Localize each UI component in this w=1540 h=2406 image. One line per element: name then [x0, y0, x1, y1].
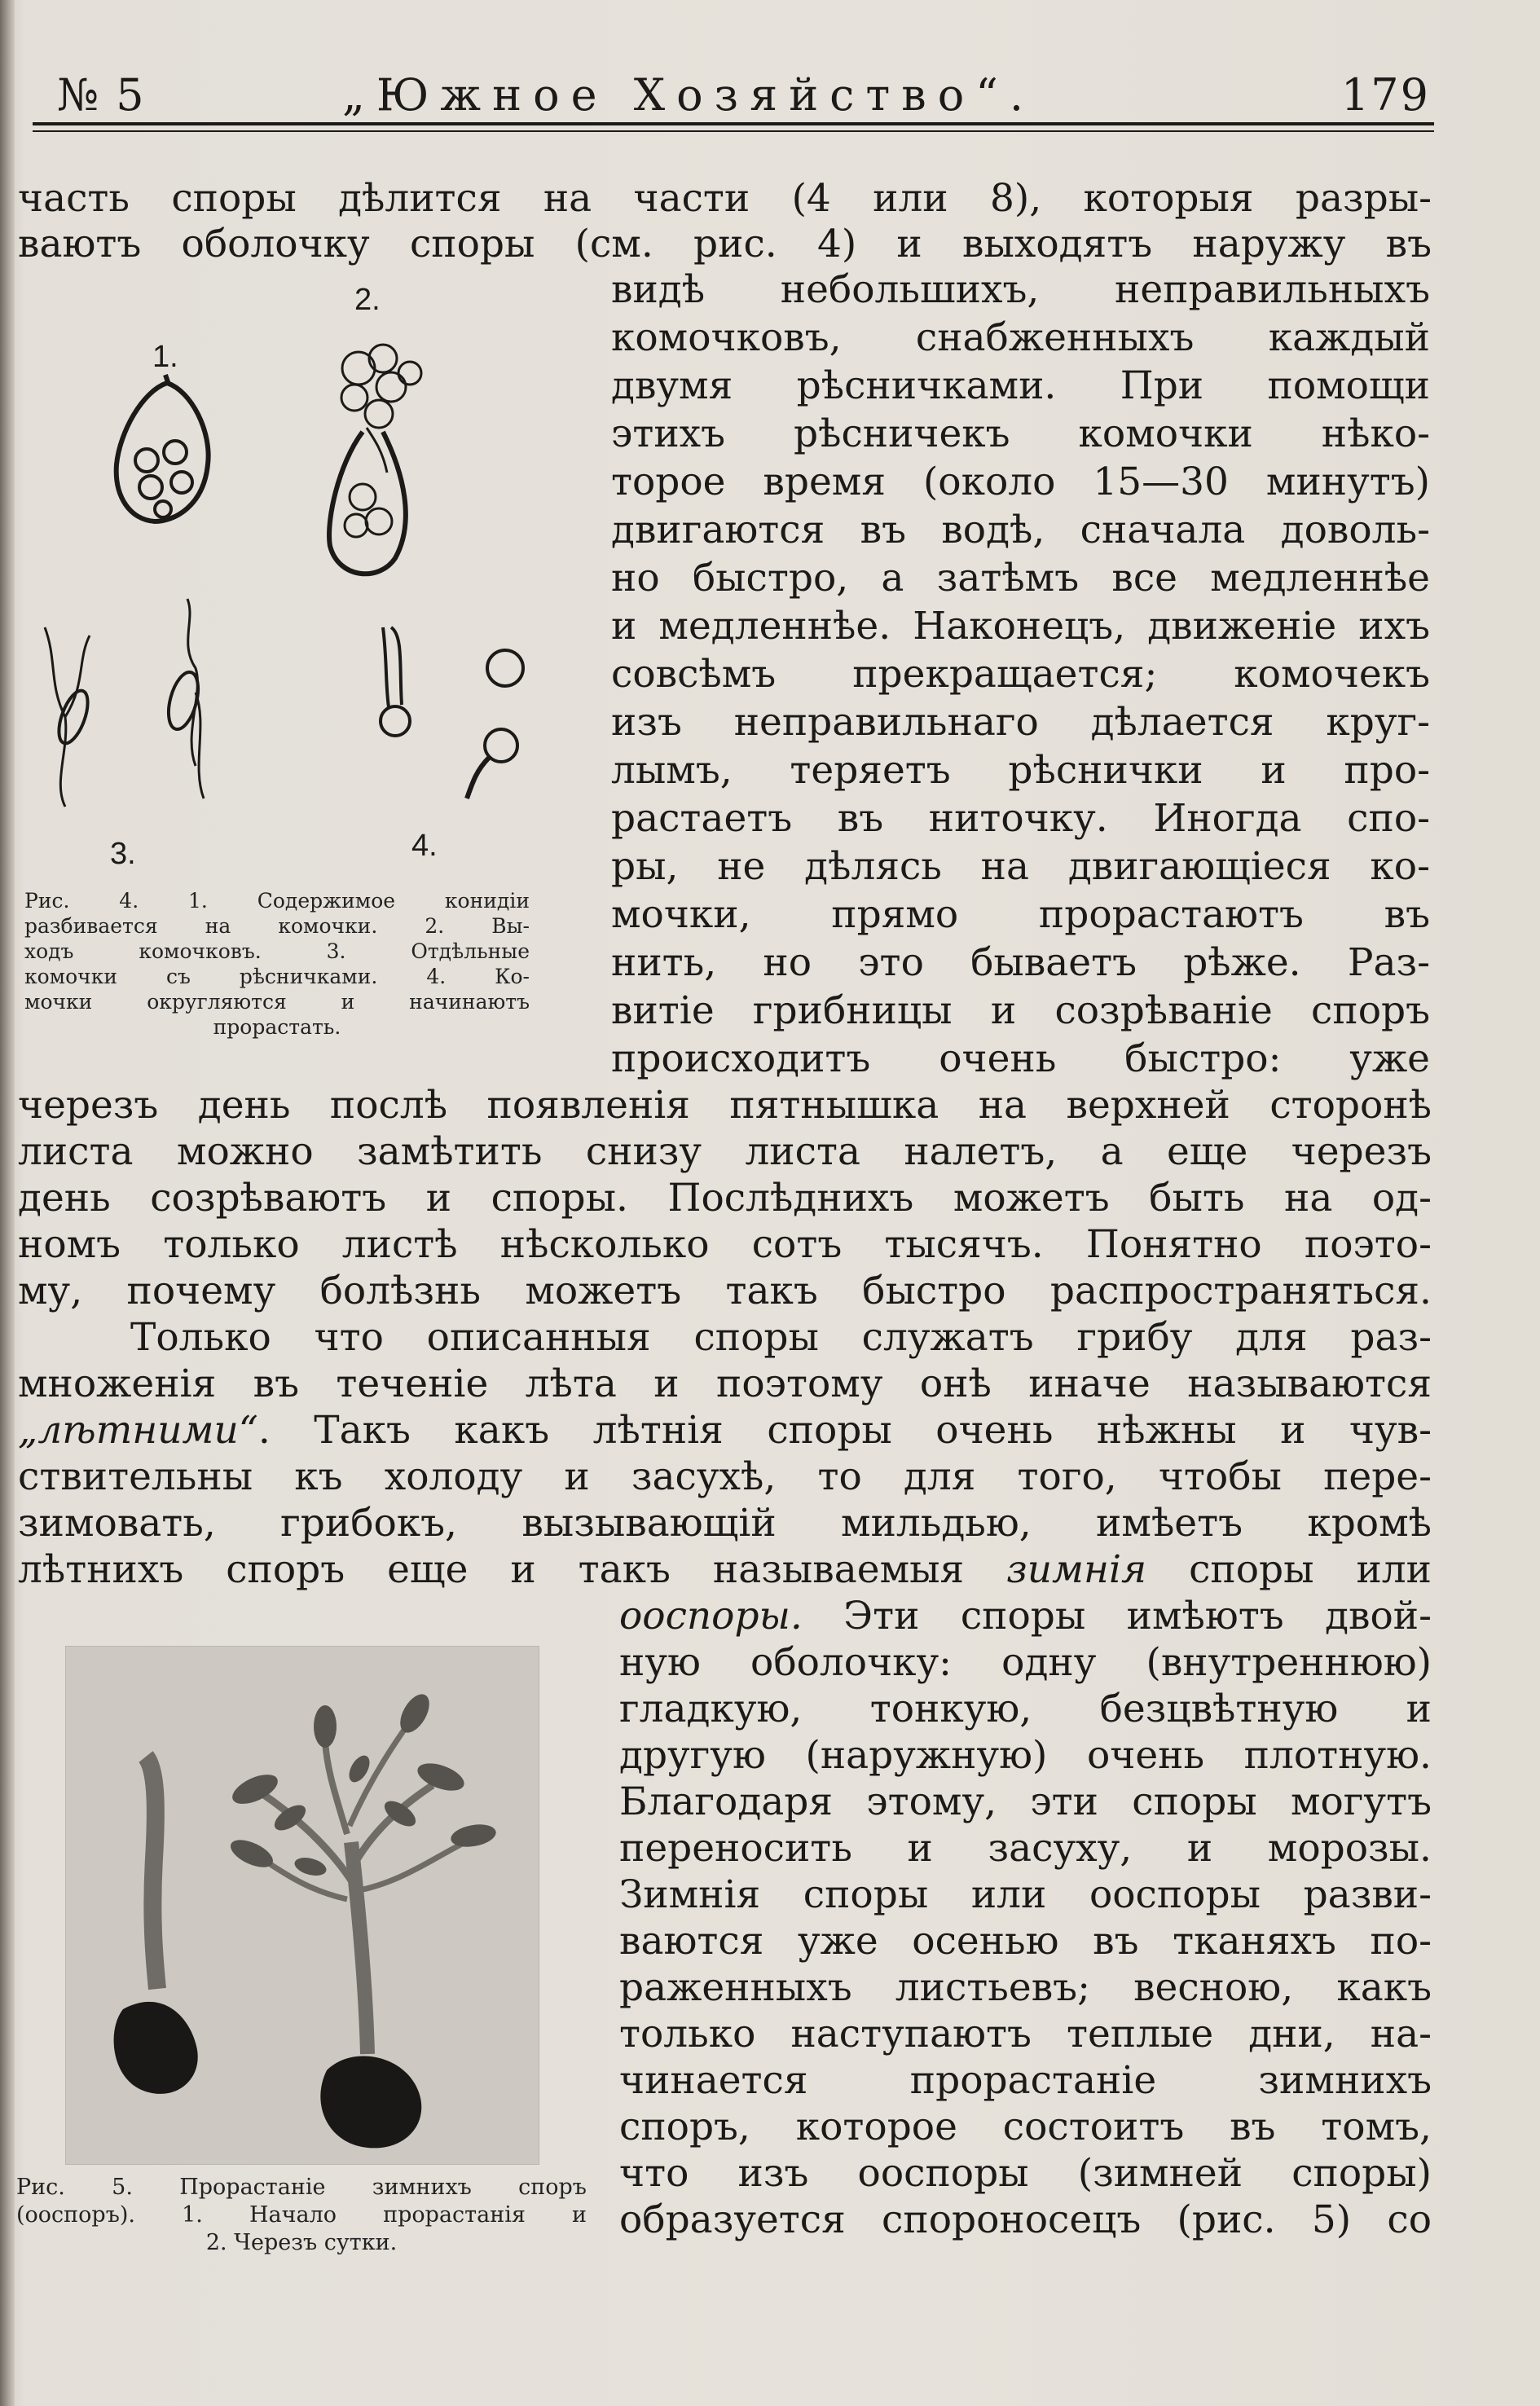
text-line: ствительны къ холоду и засухѣ, то для того, чтобы пере-: [18, 1454, 1432, 1499]
figure-5-caption: [16, 2174, 587, 2257]
text-line: ную оболочку: одну (внутреннюю): [619, 1640, 1432, 1685]
text-line: раженныхъ листьевъ; весною, какъ: [619, 1965, 1432, 2010]
text-line: гладкую, тонкую, безцвѣтную и: [619, 1687, 1432, 1731]
text-line: ры, не дѣлясь на двигающiеся ко-: [611, 844, 1430, 889]
text-line: изъ неправильнаго дѣлается круг-: [611, 700, 1430, 745]
text-line: „лѣтними“. Такъ какъ лѣтнiя споры очень нѣжны и чув-: [18, 1408, 1432, 1453]
figure-4-label-3: 3.: [110, 837, 136, 871]
text-line: множенiя въ теченiе лѣта и поэтому онѣ иначе называются: [18, 1361, 1432, 1406]
text-line: что изъ ооспоры (зимней споры): [619, 2151, 1432, 2196]
page-header: [45, 69, 1430, 126]
text-line: двигаются въ водѣ, сначала доволь-: [611, 508, 1430, 552]
text-line: двумя рѣсничками. При помощи: [611, 363, 1430, 408]
figure-4-label-2: 2.: [354, 283, 381, 317]
text-line: Благодаря этому, эти споры могутъ: [619, 1779, 1432, 1824]
text-line: но быстро, а затѣмъ все медленнѣе: [611, 556, 1430, 600]
text-line: зимовать, грибокъ, вызывающiй мильдью, имѣетъ кромѣ: [18, 1501, 1432, 1546]
caption-line: мочки округляются и начинаютъ: [24, 990, 530, 1014]
figure-4-label-4: 4.: [411, 829, 438, 863]
text-line: растаетъ въ ниточку. Иногда спо-: [611, 796, 1430, 841]
text-line: черезъ день послѣ появленiя пятнышка на верхней сторонѣ: [18, 1083, 1432, 1128]
text-line: образуется спороносецъ (рис. 5) со: [619, 2197, 1432, 2242]
text-line: совсѣмъ прекращается; комочекъ: [611, 652, 1430, 697]
caption-line: Рис. 4. 1. Содержимое конидiи: [24, 889, 530, 913]
text-line: часть споры дѣлится на части (4 или 8), которыя разры-: [18, 176, 1432, 221]
text-line: споръ, которое состоитъ въ томъ,: [619, 2105, 1432, 2149]
text-line: мочки, прямо прорастаютъ въ: [611, 892, 1430, 937]
text-line: видѣ небольшихъ, неправильныхъ: [611, 267, 1430, 312]
text-line: ваютъ оболочку споры (см. рис. 4) и выходятъ наружу въ: [18, 222, 1432, 266]
text-line: лымъ, теряетъ рѣснички и про-: [611, 748, 1430, 793]
caption-line: прорастать.: [213, 1015, 341, 1039]
figure-4-drawing: [20, 277, 558, 872]
binding-edge: [0, 0, 15, 2406]
text-line: переносить и засуху, и морозы.: [619, 1826, 1432, 1871]
caption-line: комочки съ рѣсничками. 4. Ко-: [24, 965, 530, 988]
caption-line: ходъ комочковъ. 3. Отдѣльные: [24, 939, 530, 963]
text-line: другую (наружную) очень плотную.: [619, 1733, 1432, 1778]
page-number: 179: [1340, 69, 1430, 121]
text-line: нить, но это бываетъ рѣже. Раз-: [611, 940, 1430, 985]
journal-title: „Южное Хозяйство“.: [342, 69, 1035, 121]
caption-line: разбивается на комочки. 2. Вы-: [24, 914, 530, 938]
figure-4-label-1: 1.: [152, 340, 178, 374]
text-line: этихъ рѣсничекъ комочки нѣко-: [611, 411, 1430, 456]
header-rule-thin: [33, 130, 1434, 132]
caption-line: Рис. 5. Прорастанiе зимнихъ споръ: [16, 2175, 587, 2200]
figure-5-photograph: [65, 1646, 539, 2165]
issue-number: № 5: [57, 69, 146, 121]
text-line: листа можно замѣтить снизу листа налетъ, а еще черезъ: [18, 1129, 1432, 1174]
text-line: комочковъ, снабженныхъ каждый: [611, 315, 1430, 360]
text-line: чинается прорастанiе зимнихъ: [619, 2058, 1432, 2103]
figure-4-caption: [24, 888, 530, 1040]
text-line: день созрѣваютъ и споры. Послѣднихъ можетъ быть на од-: [18, 1176, 1432, 1221]
text-line: ваются уже осенью въ тканяхъ по-: [619, 1919, 1432, 1964]
caption-line: (ооспоръ). 1. Начало прорастанiя и: [16, 2202, 587, 2228]
text-line: номъ только листѣ нѣсколько сотъ тысячъ. Понятно поэто-: [18, 1222, 1432, 1267]
text-line: лѣтнихъ споръ еще и такъ называемыя зимнiя споры или: [18, 1547, 1432, 1592]
text-line: му, почему болѣзнь можетъ такъ быстро распространяться.: [18, 1269, 1432, 1313]
header-rule: [33, 122, 1434, 125]
text-line: ооспоры. Эти споры имѣютъ двой-: [619, 1594, 1432, 1638]
text-line: торое время (около 15—30 минутъ): [611, 460, 1430, 504]
text-line: только наступаютъ теплые дни, на-: [619, 2012, 1432, 2056]
text-line: происходитъ очень быстро: уже: [611, 1036, 1430, 1081]
text-line: и медленнѣе. Наконецъ, движенiе ихъ: [611, 604, 1430, 649]
caption-line: 2. Черезъ сутки.: [205, 2230, 398, 2255]
text-line: Зимнiя споры или ооспоры разви-: [619, 1872, 1432, 1917]
text-line: витiе грибницы и созрѣванiе споръ: [611, 988, 1430, 1033]
text-line: Только что описанныя споры служатъ грибу для раз-: [130, 1315, 1432, 1360]
